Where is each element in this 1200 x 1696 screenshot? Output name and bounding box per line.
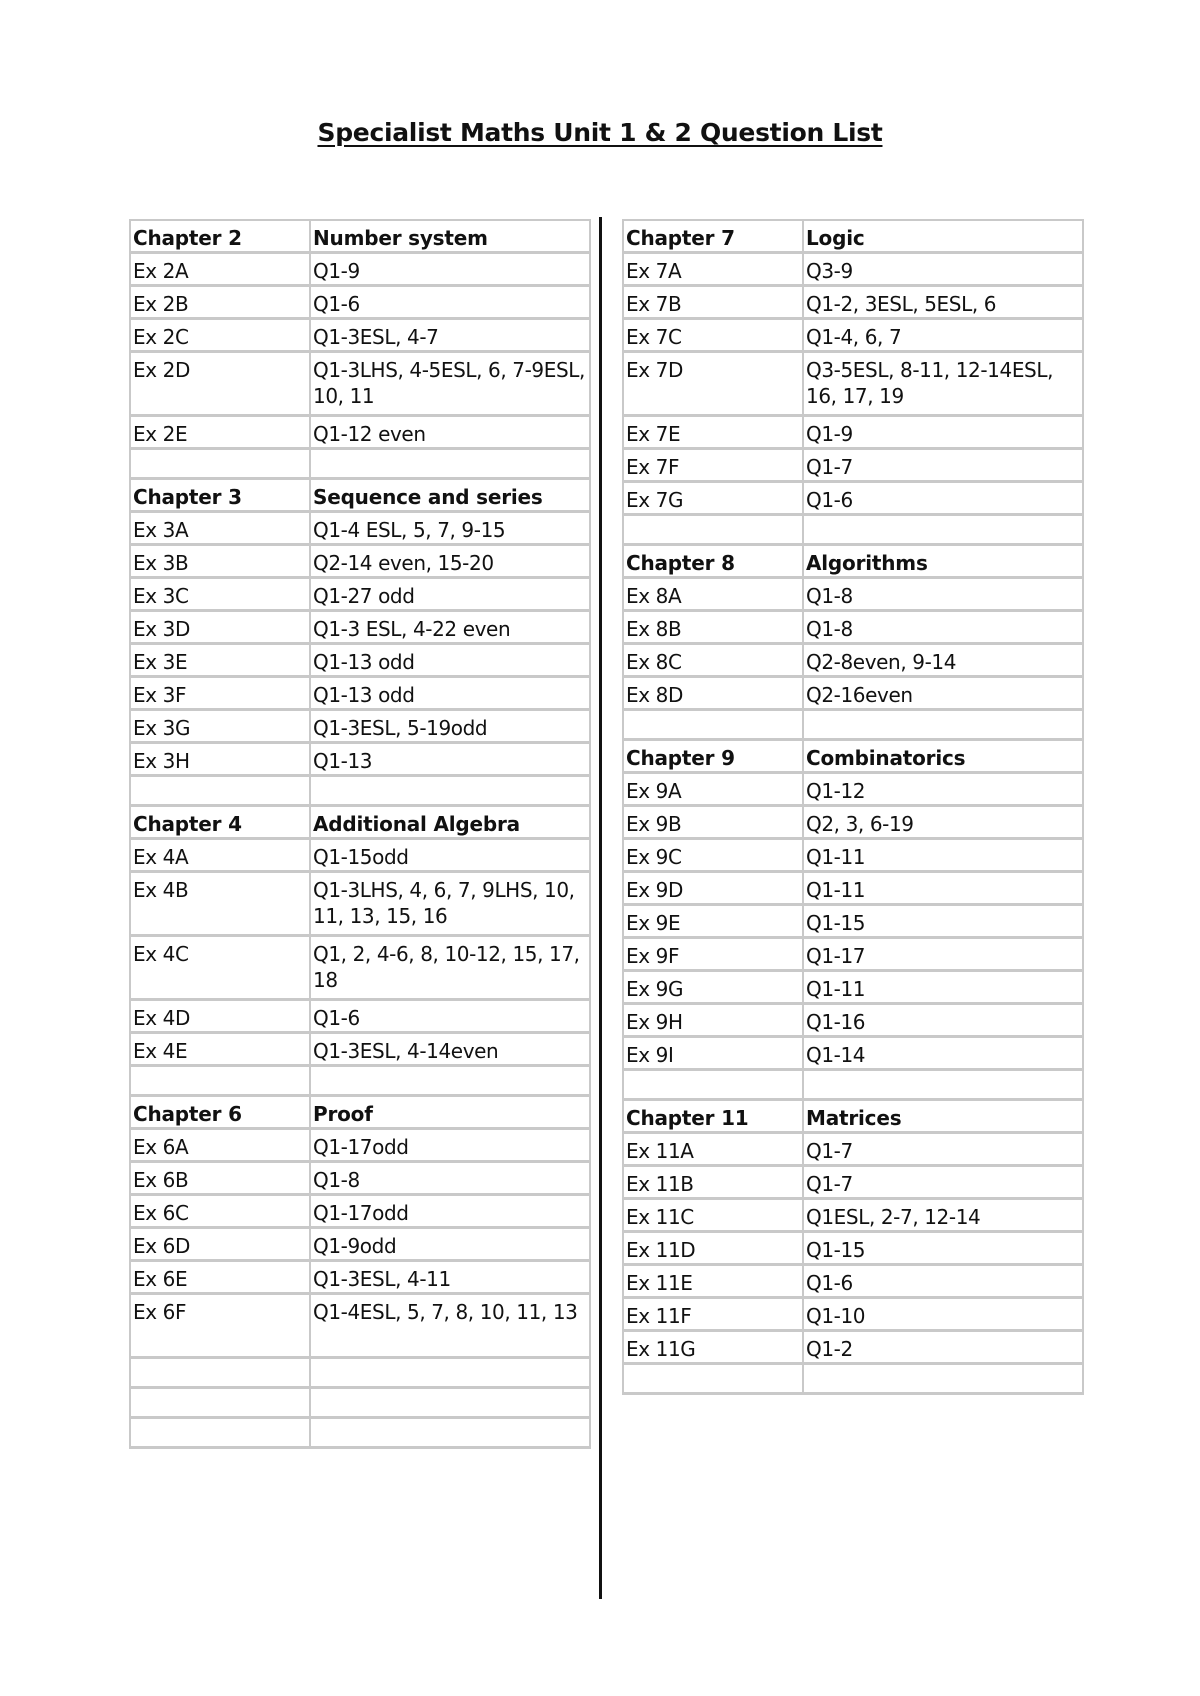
exercise-row: [130, 416, 590, 449]
exercise-row: [623, 971, 1083, 1004]
exercise-name: Ex 8D: [623, 677, 803, 710]
blank-row: [623, 1364, 1083, 1394]
exercise-questions: Q1-2: [803, 1331, 1083, 1364]
chapter-number: Chapter 3: [130, 479, 310, 512]
exercise-questions: Q1-8: [803, 578, 1083, 611]
exercise-questions: Q1-4ESL, 5, 7, 8, 10, 11, 13: [310, 1294, 590, 1358]
exercise-questions: Q1-11: [803, 839, 1083, 872]
exercise-questions: Q2-8even, 9-14: [803, 644, 1083, 677]
exercise-row: [130, 872, 590, 936]
exercise-name: Ex 9E: [623, 905, 803, 938]
exercise-row: [623, 1199, 1083, 1232]
exercise-row: [623, 416, 1083, 449]
blank-row: [130, 776, 590, 806]
exercise-row: [623, 253, 1083, 286]
blank-cell: [803, 515, 1083, 545]
exercise-questions: Q1-3ESL, 5-19odd: [310, 710, 590, 743]
chapter-topic: Number system: [310, 220, 590, 253]
chapter-number: Chapter 6: [130, 1096, 310, 1129]
exercise-questions: Q1-11: [803, 872, 1083, 905]
exercise-row: [130, 936, 590, 1000]
exercise-name: Ex 7A: [623, 253, 803, 286]
blank-cell: [623, 710, 803, 740]
exercise-name: Ex 9F: [623, 938, 803, 971]
exercise-row: [130, 1228, 590, 1261]
exercise-name: Ex 11F: [623, 1298, 803, 1331]
exercise-questions: Q1-17odd: [310, 1195, 590, 1228]
exercise-row: [130, 1033, 590, 1066]
exercise-name: Ex 6A: [130, 1129, 310, 1162]
exercise-questions: Q1-3ESL, 4-7: [310, 319, 590, 352]
exercise-name: Ex 2A: [130, 253, 310, 286]
chapter-header-row: [130, 220, 590, 253]
exercise-row: [623, 1166, 1083, 1199]
exercise-name: Ex 3E: [130, 644, 310, 677]
exercise-name: Ex 11G: [623, 1331, 803, 1364]
exercise-row: [623, 644, 1083, 677]
exercise-questions: Q1-4, 6, 7: [803, 319, 1083, 352]
chapter-number: Chapter 9: [623, 740, 803, 773]
exercise-name: Ex 3G: [130, 710, 310, 743]
exercise-name: Ex 6F: [130, 1294, 310, 1358]
exercise-row: [130, 319, 590, 352]
exercise-name: Ex 6B: [130, 1162, 310, 1195]
exercise-name: Ex 4E: [130, 1033, 310, 1066]
exercise-questions: Q1-9odd: [310, 1228, 590, 1261]
exercise-row: [130, 512, 590, 545]
blank-row: [130, 1066, 590, 1096]
exercise-questions: Q1-2, 3ESL, 5ESL, 6: [803, 286, 1083, 319]
exercise-questions: Q1-6: [803, 482, 1083, 515]
exercise-questions: Q3-5ESL, 8-11, 12-14ESL, 16, 17, 19: [803, 352, 1083, 416]
chapter-header-row: [130, 806, 590, 839]
exercise-questions: Q2-14 even, 15-20: [310, 545, 590, 578]
exercise-questions: Q1-13: [310, 743, 590, 776]
exercise-row: [623, 839, 1083, 872]
exercise-row: [130, 352, 590, 416]
exercise-name: Ex 2B: [130, 286, 310, 319]
exercise-name: Ex 9G: [623, 971, 803, 1004]
blank-cell: [310, 1388, 590, 1418]
exercise-name: Ex 6D: [130, 1228, 310, 1261]
exercise-name: Ex 8C: [623, 644, 803, 677]
chapter-header-row: [623, 220, 1083, 253]
question-table-left: [129, 219, 591, 1449]
exercise-name: Ex 2D: [130, 352, 310, 416]
blank-cell: [130, 1358, 310, 1388]
blank-row: [130, 1358, 590, 1388]
exercise-row: [623, 286, 1083, 319]
exercise-row: [130, 677, 590, 710]
chapter-topic: Logic: [803, 220, 1083, 253]
chapter-header-row: [623, 1100, 1083, 1133]
exercise-row: [623, 1298, 1083, 1331]
exercise-row: [623, 677, 1083, 710]
exercise-questions: Q1-6: [803, 1265, 1083, 1298]
exercise-questions: Q1-9: [803, 416, 1083, 449]
exercise-questions: Q1-16: [803, 1004, 1083, 1037]
blank-row: [130, 1388, 590, 1418]
exercise-questions: Q1-3ESL, 4-14even: [310, 1033, 590, 1066]
exercise-row: [623, 352, 1083, 416]
question-table-right-body: [623, 220, 1083, 1394]
exercise-name: Ex 9I: [623, 1037, 803, 1070]
exercise-name: Ex 7D: [623, 352, 803, 416]
exercise-name: Ex 3C: [130, 578, 310, 611]
question-table-right: [622, 219, 1084, 1395]
chapter-topic: Sequence and series: [310, 479, 590, 512]
exercise-questions: Q1-13 odd: [310, 644, 590, 677]
exercise-questions: Q1-7: [803, 1166, 1083, 1199]
chapter-topic: Matrices: [803, 1100, 1083, 1133]
blank-cell: [310, 1066, 590, 1096]
exercise-questions: Q1-12 even: [310, 416, 590, 449]
exercise-row: [623, 319, 1083, 352]
exercise-row: [130, 743, 590, 776]
blank-cell: [310, 1418, 590, 1448]
chapter-topic: Algorithms: [803, 545, 1083, 578]
chapter-topic: Combinatorics: [803, 740, 1083, 773]
exercise-row: [623, 482, 1083, 515]
exercise-row: [130, 644, 590, 677]
chapter-header-row: [130, 1096, 590, 1129]
exercise-questions: Q1-8: [310, 1162, 590, 1195]
exercise-name: Ex 11A: [623, 1133, 803, 1166]
exercise-questions: Q1-10: [803, 1298, 1083, 1331]
exercise-name: Ex 3A: [130, 512, 310, 545]
blank-cell: [310, 449, 590, 479]
exercise-questions: Q1-3 ESL, 4-22 even: [310, 611, 590, 644]
chapter-topic: Additional Algebra: [310, 806, 590, 839]
exercise-questions: Q1-15: [803, 1232, 1083, 1265]
exercise-name: Ex 3B: [130, 545, 310, 578]
exercise-questions: Q1-7: [803, 1133, 1083, 1166]
chapter-header-row: [130, 479, 590, 512]
blank-cell: [130, 776, 310, 806]
exercise-row: [130, 1162, 590, 1195]
exercise-row: [623, 773, 1083, 806]
blank-cell: [803, 710, 1083, 740]
exercise-questions: Q1-4 ESL, 5, 7, 9-15: [310, 512, 590, 545]
exercise-name: Ex 11E: [623, 1265, 803, 1298]
blank-cell: [623, 1364, 803, 1394]
exercise-row: [623, 1331, 1083, 1364]
blank-cell: [130, 1388, 310, 1418]
exercise-row: [130, 1129, 590, 1162]
exercise-name: Ex 8A: [623, 578, 803, 611]
exercise-row: [130, 578, 590, 611]
exercise-row: [623, 1265, 1083, 1298]
exercise-questions: Q1-17: [803, 938, 1083, 971]
question-table-left-body: [130, 220, 590, 1448]
exercise-name: Ex 11C: [623, 1199, 803, 1232]
chapter-header-row: [623, 545, 1083, 578]
blank-row: [623, 1070, 1083, 1100]
exercise-row: [623, 806, 1083, 839]
exercise-name: Ex 4A: [130, 839, 310, 872]
exercise-row: [130, 545, 590, 578]
exercise-name: Ex 7B: [623, 286, 803, 319]
exercise-name: Ex 9A: [623, 773, 803, 806]
exercise-row: [130, 1195, 590, 1228]
exercise-questions: Q1-11: [803, 971, 1083, 1004]
blank-cell: [310, 1358, 590, 1388]
exercise-row: [130, 839, 590, 872]
blank-cell: [310, 776, 590, 806]
exercise-row: [130, 611, 590, 644]
exercise-name: Ex 4D: [130, 1000, 310, 1033]
exercise-questions: Q2-16even: [803, 677, 1083, 710]
exercise-name: Ex 6E: [130, 1261, 310, 1294]
exercise-name: Ex 7G: [623, 482, 803, 515]
exercise-row: [623, 938, 1083, 971]
exercise-row: [623, 1004, 1083, 1037]
blank-cell: [130, 1066, 310, 1096]
exercise-row: [623, 905, 1083, 938]
column-divider: [599, 217, 602, 1599]
chapter-number: Chapter 7: [623, 220, 803, 253]
exercise-questions: Q1-13 odd: [310, 677, 590, 710]
exercise-name: Ex 9D: [623, 872, 803, 905]
exercise-row: [130, 710, 590, 743]
exercise-questions: Q1-3LHS, 4, 6, 7, 9LHS, 10, 11, 13, 15, 16: [310, 872, 590, 936]
exercise-questions: Q1-8: [803, 611, 1083, 644]
exercise-questions: Q2, 3, 6-19: [803, 806, 1083, 839]
chapter-header-row: [623, 740, 1083, 773]
chapter-topic: Proof: [310, 1096, 590, 1129]
exercise-questions: Q1-6: [310, 286, 590, 319]
exercise-name: Ex 8B: [623, 611, 803, 644]
exercise-name: Ex 2C: [130, 319, 310, 352]
exercise-questions: Q1-17odd: [310, 1129, 590, 1162]
blank-cell: [803, 1364, 1083, 1394]
blank-cell: [130, 449, 310, 479]
exercise-row: [130, 1261, 590, 1294]
exercise-questions: Q1-3LHS, 4-5ESL, 6, 7-9ESL, 10, 11: [310, 352, 590, 416]
exercise-questions: Q1-14: [803, 1037, 1083, 1070]
exercise-name: Ex 9B: [623, 806, 803, 839]
blank-cell: [130, 1418, 310, 1448]
exercise-row: [623, 1133, 1083, 1166]
exercise-row: [130, 253, 590, 286]
exercise-row: [623, 578, 1083, 611]
exercise-name: Ex 9C: [623, 839, 803, 872]
exercise-row: [623, 1232, 1083, 1265]
exercise-row: [623, 611, 1083, 644]
chapter-number: Chapter 2: [130, 220, 310, 253]
blank-cell: [623, 515, 803, 545]
exercise-name: Ex 2E: [130, 416, 310, 449]
exercise-questions: Q3-9: [803, 253, 1083, 286]
exercise-questions: Q1-27 odd: [310, 578, 590, 611]
exercise-name: Ex 3H: [130, 743, 310, 776]
exercise-name: Ex 6C: [130, 1195, 310, 1228]
exercise-questions: Q1-6: [310, 1000, 590, 1033]
exercise-questions: Q1-9: [310, 253, 590, 286]
exercise-questions: Q1-7: [803, 449, 1083, 482]
chapter-number: Chapter 4: [130, 806, 310, 839]
exercise-name: Ex 11D: [623, 1232, 803, 1265]
blank-cell: [623, 1070, 803, 1100]
blank-row: [130, 449, 590, 479]
exercise-name: Ex 7F: [623, 449, 803, 482]
exercise-name: Ex 7C: [623, 319, 803, 352]
exercise-name: Ex 4C: [130, 936, 310, 1000]
blank-row: [130, 1418, 590, 1448]
blank-row: [623, 515, 1083, 545]
exercise-name: Ex 3D: [130, 611, 310, 644]
page-title: Specialist Maths Unit 1 & 2 Question List: [317, 118, 883, 147]
exercise-questions: Q1ESL, 2-7, 12-14: [803, 1199, 1083, 1232]
exercise-name: Ex 11B: [623, 1166, 803, 1199]
exercise-questions: Q1, 2, 4-6, 8, 10-12, 15, 17, 18: [310, 936, 590, 1000]
exercise-name: Ex 3F: [130, 677, 310, 710]
exercise-questions: Q1-12: [803, 773, 1083, 806]
exercise-row: [130, 286, 590, 319]
exercise-name: Ex 9H: [623, 1004, 803, 1037]
exercise-row: [623, 872, 1083, 905]
exercise-row: [623, 1037, 1083, 1070]
exercise-row: [623, 449, 1083, 482]
exercise-questions: Q1-15odd: [310, 839, 590, 872]
exercise-row: [130, 1000, 590, 1033]
exercise-name: Ex 4B: [130, 872, 310, 936]
exercise-questions: Q1-15: [803, 905, 1083, 938]
exercise-questions: Q1-3ESL, 4-11: [310, 1261, 590, 1294]
exercise-name: Ex 7E: [623, 416, 803, 449]
blank-cell: [803, 1070, 1083, 1100]
chapter-number: Chapter 8: [623, 545, 803, 578]
chapter-number: Chapter 11: [623, 1100, 803, 1133]
exercise-row: [130, 1294, 590, 1358]
blank-row: [623, 710, 1083, 740]
